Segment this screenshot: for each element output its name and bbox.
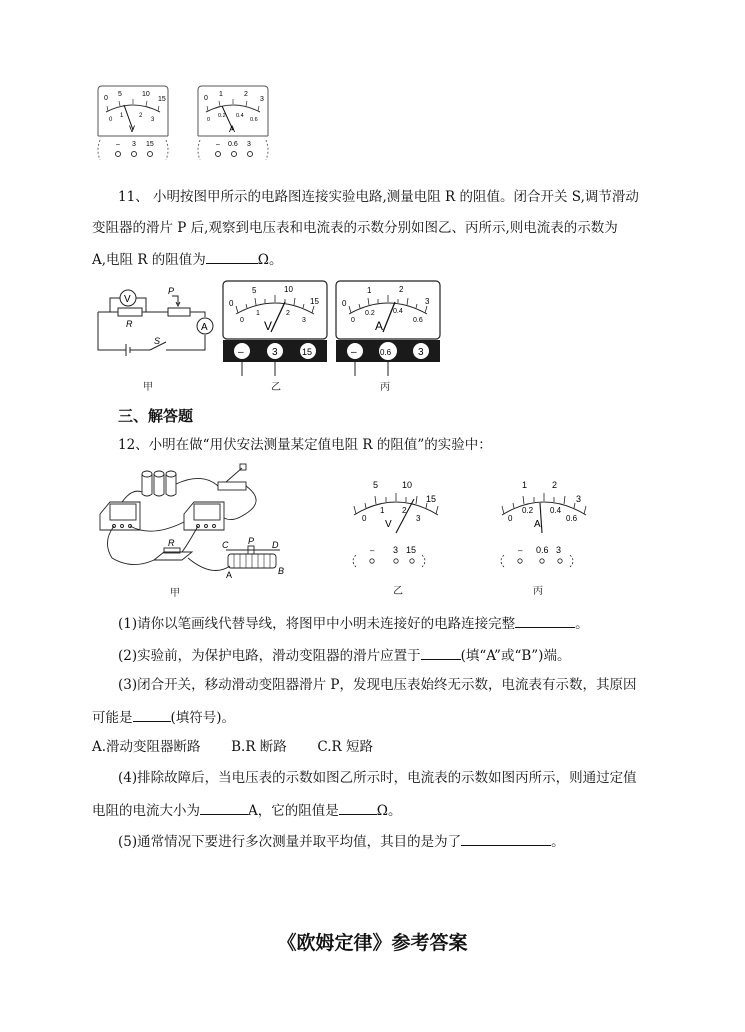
top-ammeter bbox=[198, 86, 268, 160]
circuit-label: V bbox=[124, 294, 131, 305]
tick-label: 2 bbox=[244, 91, 248, 98]
q12-text: 可能是 bbox=[92, 710, 133, 726]
option-c: C.R 短路 bbox=[317, 739, 374, 755]
tick-label: 5 bbox=[118, 91, 122, 98]
apparatus-label: R bbox=[168, 538, 175, 548]
answer-blank[interactable] bbox=[200, 800, 248, 815]
terminal-label: 0.6 bbox=[228, 141, 238, 148]
q12-intro: 12、小明在做“用伏安法测量某定值电阻 R 的阻值”的实验中： bbox=[118, 437, 492, 453]
terminal-label: 15 bbox=[302, 347, 313, 357]
q12-part3-line1: (3)闭合开关，移动滑动变阻器滑片 P，发现电压表始终无示数，电流表有示数，其原因 bbox=[118, 677, 637, 693]
tick-label: 3 bbox=[425, 297, 430, 306]
q11-circuit-diagram bbox=[90, 280, 220, 360]
tick-label: 1 bbox=[367, 286, 372, 295]
circuit-label: R bbox=[126, 319, 133, 329]
q11-ammeter bbox=[335, 280, 441, 376]
tick-label: 5 bbox=[252, 286, 257, 295]
tick-label: 0.6 bbox=[413, 317, 423, 324]
figure-caption: 丙 bbox=[380, 382, 390, 393]
tick-label: 3 bbox=[576, 494, 582, 504]
terminal-label: 3 bbox=[132, 141, 136, 148]
meter-symbol: V bbox=[264, 319, 273, 333]
tick-label: 3 bbox=[151, 117, 155, 123]
terminal-label: – bbox=[370, 546, 375, 555]
circuit-label: S bbox=[154, 336, 161, 346]
tick-label: 0.4 bbox=[393, 308, 403, 315]
answer-blank[interactable] bbox=[339, 800, 377, 815]
q12-text: A，它的阻值是 bbox=[248, 803, 339, 819]
section-heading: 三、解答题 bbox=[118, 407, 194, 425]
tick-label: 1 bbox=[522, 480, 528, 490]
apparatus-label: D bbox=[272, 540, 279, 550]
q12-apparatus-figure bbox=[92, 462, 292, 582]
tick-label: 0.4 bbox=[236, 113, 244, 119]
meter-symbol: A bbox=[375, 319, 384, 333]
terminal-label: 0.6 bbox=[536, 545, 549, 555]
q12-ammeter bbox=[494, 475, 594, 575]
circuit-label: A bbox=[201, 322, 208, 333]
top-voltmeter bbox=[98, 86, 168, 160]
q12-text: (1)请你以笔画线代替导线，将图甲中小明未连接好的电路连接完整 bbox=[118, 616, 516, 632]
terminal-label: 15 bbox=[406, 545, 417, 555]
tick-label: 0.2 bbox=[365, 310, 375, 317]
meter-symbol: A bbox=[534, 519, 541, 530]
q12-part3-line2 bbox=[92, 707, 235, 727]
tick-label: 0 bbox=[508, 514, 513, 523]
top-meters-figure bbox=[92, 84, 277, 164]
tick-label: 0.6 bbox=[250, 117, 258, 123]
tick-label: 15 bbox=[310, 297, 319, 306]
answer-blank[interactable] bbox=[206, 249, 258, 264]
q12-text: (填符号)。 bbox=[170, 710, 236, 726]
figure-caption: 甲 bbox=[170, 588, 180, 599]
answer-blank[interactable] bbox=[133, 707, 171, 722]
answer-blank[interactable] bbox=[421, 645, 461, 660]
tick-label: 10 bbox=[284, 285, 293, 294]
q12-voltmeter bbox=[346, 475, 446, 575]
tick-label: 3 bbox=[260, 96, 264, 103]
tick-label: 0.4 bbox=[550, 506, 562, 515]
q11-voltmeter bbox=[222, 280, 328, 376]
q11-line1: 11、 小明按图甲所示的电路图连接实验电路,测量电阻 R 的阻值。闭合开关 S,调节滑动 bbox=[118, 189, 639, 205]
circuit-label: P bbox=[168, 286, 175, 296]
tick-label: 0 bbox=[362, 514, 367, 523]
terminal-label: – bbox=[216, 141, 220, 148]
tick-label: 3 bbox=[416, 514, 421, 523]
tick-label: 10 bbox=[142, 91, 150, 98]
tick-label: 0.6 bbox=[566, 514, 578, 523]
q12-text: 。 bbox=[551, 834, 565, 850]
terminal-label: 3 bbox=[556, 545, 562, 555]
q12-part5 bbox=[118, 831, 565, 851]
tick-label: 1 bbox=[219, 91, 223, 98]
q12-text: (填“A”或“B”)端。 bbox=[460, 648, 571, 664]
q11-line2: 变阻器的滑片 P 后,观察到电压表和电流表的示数分别如图乙、丙所示,则电流表的示数为 bbox=[92, 220, 618, 236]
option-a: A.滑动变阻器断路 bbox=[92, 739, 201, 755]
meter-symbol: V bbox=[385, 519, 392, 530]
tick-label: 1 bbox=[256, 310, 260, 317]
q12-part4-line1: (4)排除故障后，当电压表的示数如图乙所示时，电流表的示数如图丙所示，则通过定值 bbox=[118, 770, 637, 786]
tick-label: 0.2 bbox=[218, 113, 226, 119]
apparatus-label: A bbox=[226, 570, 233, 580]
q12-text: 电阻的电流大小为 bbox=[92, 803, 200, 819]
figure-caption: 甲 bbox=[143, 382, 153, 393]
q12-part4-line2 bbox=[92, 800, 401, 820]
terminal-label: 3 bbox=[393, 545, 399, 555]
tick-label: 2 bbox=[399, 285, 404, 294]
terminal-label: – bbox=[238, 347, 244, 358]
answer-blank[interactable] bbox=[461, 831, 551, 846]
terminal-label: – bbox=[518, 546, 523, 555]
q12-part1 bbox=[118, 613, 589, 633]
q12-text: (5)通常情况下要进行多次测量并取平均值，其目的是为了 bbox=[118, 834, 462, 850]
q12-text: 。 bbox=[575, 616, 589, 632]
needle bbox=[396, 499, 414, 533]
tick-label: 0 bbox=[204, 95, 208, 102]
terminal-label: – bbox=[116, 141, 120, 148]
apparatus-label: B bbox=[278, 566, 285, 576]
tick-label: 0 bbox=[240, 317, 244, 324]
meter-symbol: V bbox=[129, 124, 136, 134]
tick-label: 2 bbox=[552, 480, 558, 490]
tick-label: 1 bbox=[380, 506, 385, 515]
q12-text: Ω。 bbox=[376, 803, 402, 819]
figure-caption: 乙 bbox=[393, 586, 403, 597]
q12-part2 bbox=[118, 645, 570, 665]
tick-label: 0 bbox=[104, 95, 108, 102]
tick-label: 15 bbox=[158, 96, 166, 103]
apparatus-label: C bbox=[222, 540, 229, 550]
tick-label: 2 bbox=[402, 506, 407, 515]
q12-options bbox=[92, 738, 373, 756]
q11-line3 bbox=[92, 249, 283, 269]
apparatus-label: P bbox=[248, 536, 255, 546]
meter-symbol: A bbox=[229, 124, 236, 134]
tick-label: 15 bbox=[426, 494, 437, 504]
figure-caption: 丙 bbox=[533, 586, 543, 597]
tick-label: 2 bbox=[139, 113, 143, 119]
answer-blank[interactable] bbox=[515, 613, 575, 628]
tick-label: 0 bbox=[229, 299, 234, 308]
tick-label: 0 bbox=[342, 299, 347, 308]
terminal-label: 0.6 bbox=[380, 348, 392, 357]
tick-label: 3 bbox=[302, 317, 306, 324]
tick-label: 5 bbox=[373, 480, 379, 490]
terminal-label: – bbox=[351, 347, 357, 358]
terminal-label: 3 bbox=[272, 347, 278, 358]
tick-label: 10 bbox=[402, 480, 413, 490]
tick-label: 2 bbox=[286, 310, 290, 317]
q11-text: A,电阻 R 的阻值为 bbox=[92, 252, 206, 268]
terminal-label: 3 bbox=[418, 347, 424, 358]
terminal-label: 3 bbox=[247, 141, 251, 148]
tick-label: 0 bbox=[109, 117, 113, 123]
tick-label: 0 bbox=[207, 117, 211, 123]
q11-text: Ω。 bbox=[257, 252, 283, 268]
terminal-label: 15 bbox=[146, 141, 154, 148]
option-b: B.R 断路 bbox=[231, 739, 287, 755]
answer-key-title: 《欧姆定律》参考答案 bbox=[277, 932, 468, 954]
tick-label: 0.2 bbox=[522, 506, 534, 515]
figure-caption: 乙 bbox=[271, 382, 281, 393]
tick-label: 0 bbox=[351, 317, 355, 324]
tick-label: 1 bbox=[120, 113, 124, 119]
q12-text: (2)实验前，为保护电路，滑动变阻器的滑片应置于 bbox=[118, 648, 421, 664]
